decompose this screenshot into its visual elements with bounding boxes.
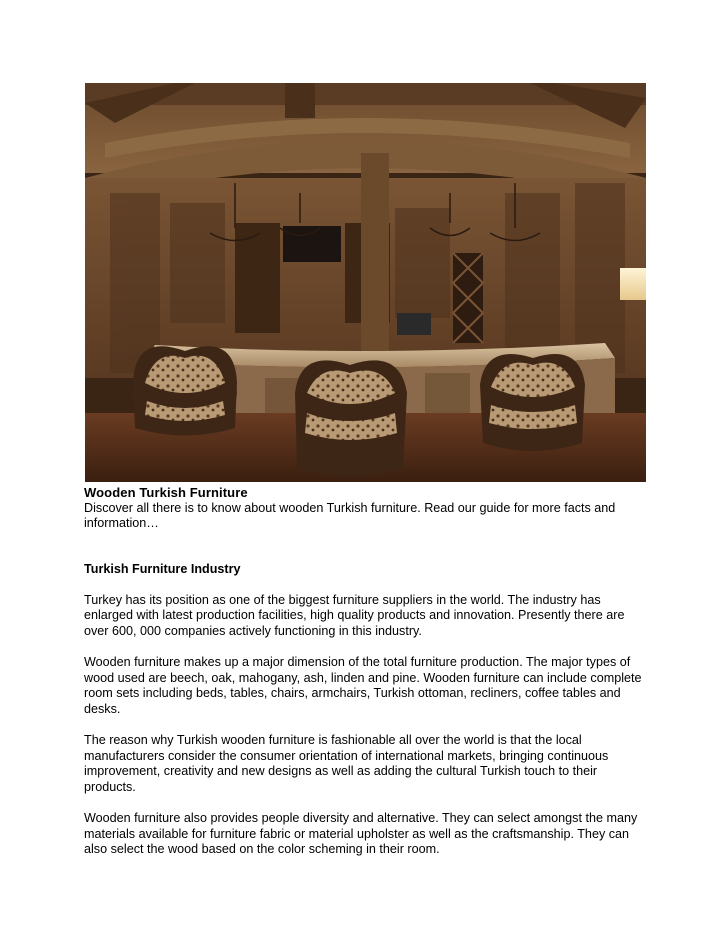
photo-icon — [85, 83, 646, 482]
paragraph-industry: Turkey has its position as one of the biggest furniture suppliers in the world. The industry has enlarged with latest production facilities, high quality products and innovation. Presently there are over 600, 000 companies actively functioning in this industry. — [84, 592, 625, 639]
page-subtitle: Discover all there is to know about wooden Turkish furniture. Read our guide for more facts and information… — [84, 500, 616, 531]
room-photo — [85, 83, 646, 482]
paragraph-diversity: Wooden furniture also provides people diversity and alternative. They can select amongst the many materials available for furniture fabric or material upholster as well as the craftsmanship. They can also select the wood based on the color scheming in their room. — [84, 810, 638, 857]
page-title: Wooden Turkish Furniture — [84, 485, 248, 500]
paragraph-wood-types: Wooden furniture makes up a major dimension of the total furniture production. The major types of wood used are beech, oak, mahogany, ash, linden and pine. Wooden furniture can include complete room sets including beds, tables, chairs, armchairs, Turkish ottoman, recliners, coffee tables and desks. — [84, 655, 642, 716]
section-heading: Turkish Furniture Industry — [84, 561, 241, 576]
article — [84, 485, 644, 858]
paragraph-fashion: The reason why Turkish wooden furniture is fashionable all over the world is that the local manufacturers consider the consumer orientation of international markets, bringing continuous improvement, creativity and new designs as well as adding the cultural Turkish touch to their products. — [84, 733, 609, 794]
